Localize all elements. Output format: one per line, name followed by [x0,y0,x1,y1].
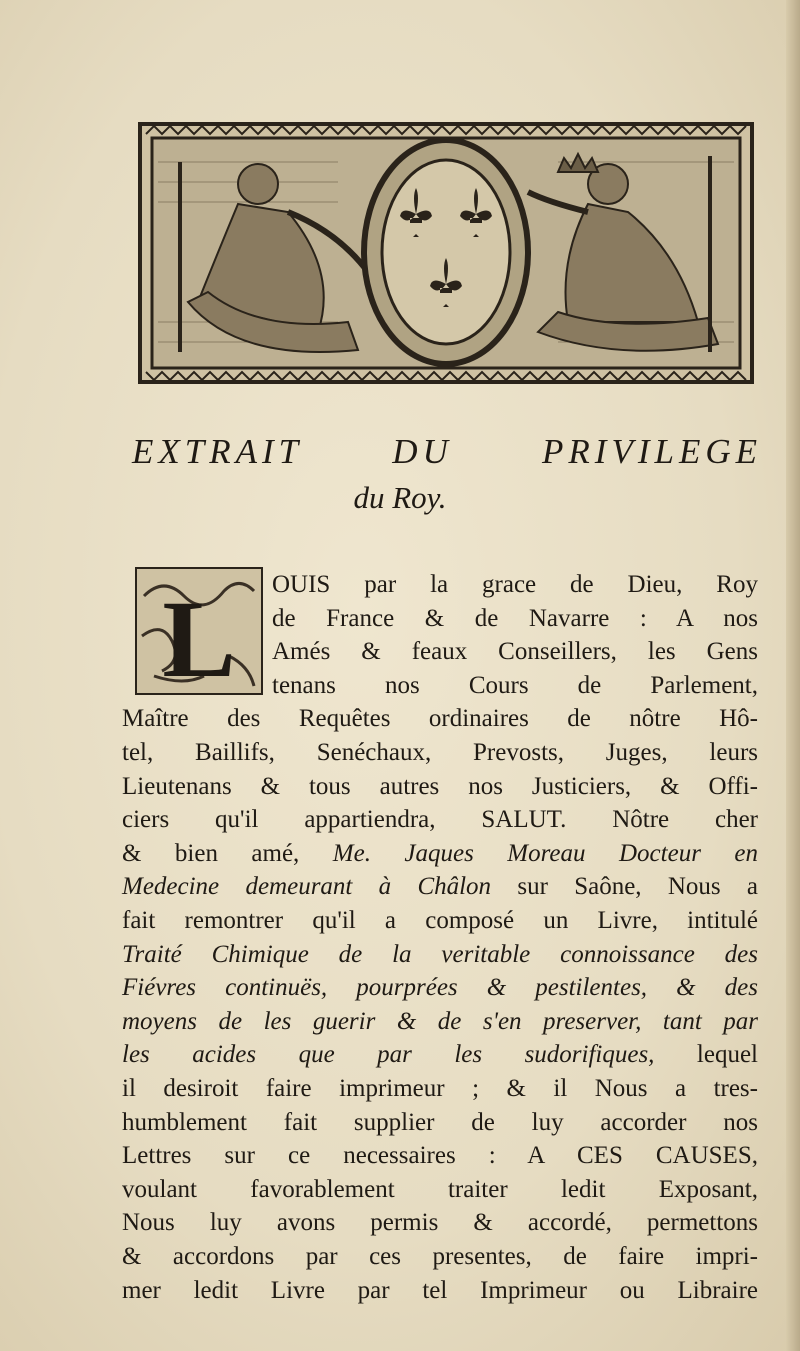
page-subtitle: du Roy. [353,480,447,515]
text-line: Nous luy avons permis & accordé, permettons [122,1209,758,1237]
text-line: de France & de Navarre : A nos [272,604,758,632]
text-line: Medecine demeurant à Châlon sur Saône, Nous a [122,873,759,901]
text-line: Fiévres continuës, pourprées & pestilentes, & des [122,974,758,1002]
title-word: DU [392,432,453,471]
text-line: ciers qu'il appartiendra, SALUT. Nôtre cher [122,806,758,834]
text-line: OUIS par la grace de Dieu, Roy [272,571,758,598]
text-line: & bien amé, Me. Jaques Moreau Docteur en [122,839,758,867]
text-line: & accordons par ces presentes, de faire impri- [122,1243,758,1270]
text-line: humblement fait supplier de luy accorder nos [122,1108,758,1136]
text-line: moyens de les guerir & de s'en preserver, tant par [122,1007,758,1035]
text-line: Amés & feaux Conseillers, les Gens [272,638,758,666]
text-line: Lieutenans & tous autres nos Justiciers, & Offi- [122,772,758,800]
royal-arms-headpiece [138,122,754,384]
fleur-de-lis-shield [364,140,528,364]
page-gutter [786,0,800,1351]
text-line: les acides que par les sudorifiques, lequel [122,1041,758,1069]
dropcap-letter: L [162,578,236,696]
text-line: tenans nos Cours de Parlement, [272,671,758,699]
text-line: Lettres sur ce necessaires : A CES CAUSES, [122,1142,758,1170]
page-title [132,432,762,482]
text-line: tel, Baillifs, Senéchaux, Prevosts, Juges, leurs [122,739,758,766]
title-word: PRIVILEGE [542,432,762,471]
text-line: il desiroit faire imprimeur ; & il Nous a tres- [122,1075,758,1102]
decorated-initial [134,566,264,696]
text-line: voulant favorablement traiter ledit Exposant, [122,1175,758,1203]
text-line: Maître des Requêtes ordinaires de nôtre Hô- [122,705,758,733]
text-line: fait remontrer qu'il a composé un Livre, intitulé [122,907,758,934]
title-word: EXTRAIT [132,432,304,471]
text-line: mer ledit Livre par tel Imprimeur ou Libraire [122,1276,758,1304]
text-line: Traité Chimique de la veritable connoissance des [122,940,758,968]
